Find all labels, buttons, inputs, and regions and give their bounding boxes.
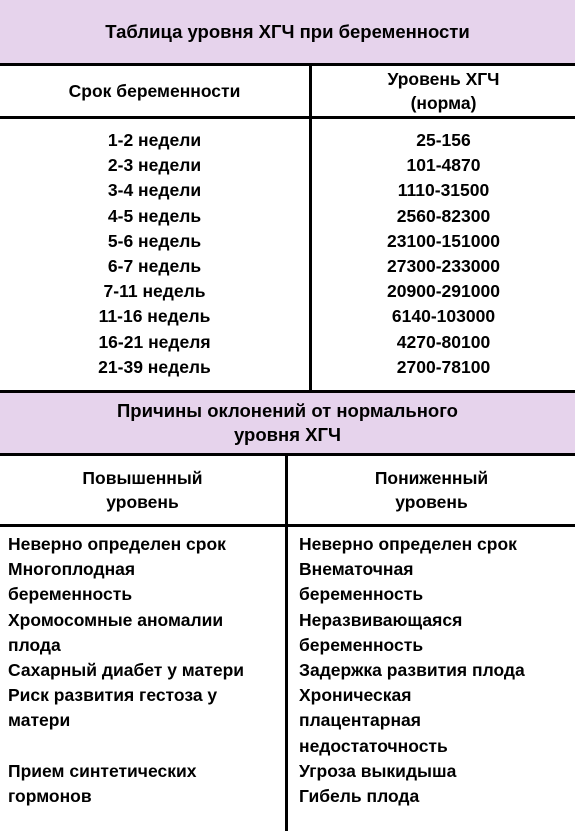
term-column: [0, 128, 309, 380]
term-cell: 16-21 неделя: [98, 331, 211, 352]
level-cell: 25-156: [416, 130, 471, 150]
term-cell: 1-2 недели: [107, 130, 202, 150]
causes-title-line: Причины оклонений от нормального: [117, 400, 458, 421]
list-item-line: Многоплодная: [8, 559, 136, 580]
list-item: [8, 759, 283, 809]
level-column: [312, 128, 575, 380]
list-item-line: Гибель плода: [299, 786, 420, 807]
list-item-line: Задержка развития плода: [299, 660, 525, 681]
list-item-line: беременность: [8, 584, 133, 605]
term-cell: 7-11 недель: [103, 281, 206, 302]
causes-title-band: [0, 393, 575, 453]
list-item: [299, 759, 574, 784]
list-item: [8, 557, 283, 607]
low-causes-list: [299, 532, 574, 809]
term-cell: 5-6 недель: [107, 230, 202, 251]
list-item-line: Внематочная: [299, 559, 414, 580]
header-term-label: Срок беременности: [68, 81, 241, 101]
list-item-line: Прием синтетических: [8, 760, 197, 781]
list-item-line: Угроза выкидыша: [299, 760, 457, 781]
list-item: [299, 532, 574, 557]
list-item-line: Неверно определен срок: [299, 534, 517, 554]
list-item: [299, 557, 574, 607]
header-level-line: (норма): [410, 93, 477, 113]
header-low-line: Пониженный: [374, 468, 489, 488]
list-item: [299, 608, 574, 658]
column-divider: [285, 456, 288, 831]
header-low-line: уровень: [395, 492, 468, 512]
high-causes-list: [8, 532, 283, 809]
list-item: [8, 658, 283, 683]
header-high: [0, 456, 285, 524]
list-item-line: плацентарная: [299, 710, 421, 731]
term-cell: 21-39 недель: [98, 356, 211, 377]
level-cell: 20900-291000: [387, 281, 500, 302]
table-title-band: [0, 0, 575, 63]
header-high-line: уровень: [106, 492, 179, 512]
term-cell: 6-7 недель: [107, 255, 202, 276]
list-item-line: Неверно определен срок: [8, 534, 226, 554]
list-item-line: Неразвивающаяся: [299, 609, 463, 630]
list-item-line: Риск развития гестоза у: [8, 685, 218, 706]
list-item-line: Хромосомные аномалии: [8, 609, 224, 630]
list-item-line: Сахарный диабет у матери: [8, 660, 245, 681]
list-item-line: плода: [8, 634, 61, 655]
level-cell: 27300-233000: [387, 255, 500, 276]
level-cell: 6140-103000: [391, 306, 496, 327]
list-item-line: недостаточность: [299, 735, 448, 756]
header-level: [312, 66, 575, 116]
list-item: [299, 683, 574, 759]
term-cell: 3-4 недели: [107, 180, 202, 201]
list-item: [299, 658, 574, 683]
list-item-line: беременность: [299, 584, 424, 605]
list-item-line: гормонов: [8, 785, 92, 806]
header-low: [288, 456, 575, 524]
level-cell: 2560-82300: [396, 205, 491, 226]
header-term: [0, 66, 309, 116]
term-cell: 11-16 недель: [98, 306, 211, 327]
term-cell: 4-5 недель: [107, 205, 202, 226]
term-cell: 2-3 недели: [107, 155, 202, 176]
divider: [0, 116, 575, 119]
level-cell: 2700-78100: [396, 356, 491, 377]
list-item-line: Хроническая: [299, 685, 412, 706]
header-high-line: Повышенный: [82, 468, 203, 488]
list-item-line: матери: [8, 710, 71, 731]
level-cell: 1110-31500: [397, 180, 490, 201]
list-item: [8, 608, 283, 658]
causes-title-line: уровня ХГЧ: [234, 424, 341, 445]
table-title: Таблица уровня ХГЧ при беременности: [105, 20, 470, 42]
header-level-line: Уровень ХГЧ: [387, 69, 500, 89]
list-item-line: беременность: [299, 634, 424, 655]
list-item: [8, 683, 283, 733]
list-item: [299, 784, 574, 809]
level-cell: 101-4870: [406, 155, 481, 176]
list-item: [8, 532, 283, 557]
level-cell: 23100-151000: [387, 230, 500, 251]
level-cell: 4270-80100: [396, 331, 491, 352]
